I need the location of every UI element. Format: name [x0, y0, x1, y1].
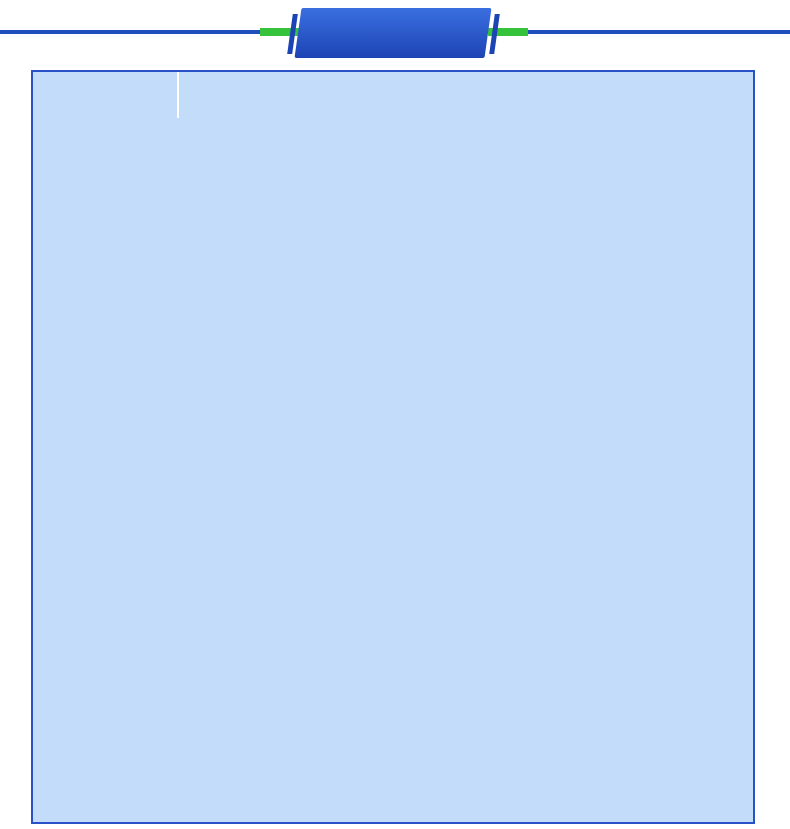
page-title	[298, 8, 488, 58]
header-name-cell	[33, 72, 179, 118]
header-line-left	[0, 30, 265, 34]
spec-table	[31, 70, 755, 824]
section-header	[0, 0, 790, 60]
table-header-row	[33, 72, 753, 118]
header-line-right	[525, 30, 790, 34]
header-value-cell	[179, 72, 753, 118]
